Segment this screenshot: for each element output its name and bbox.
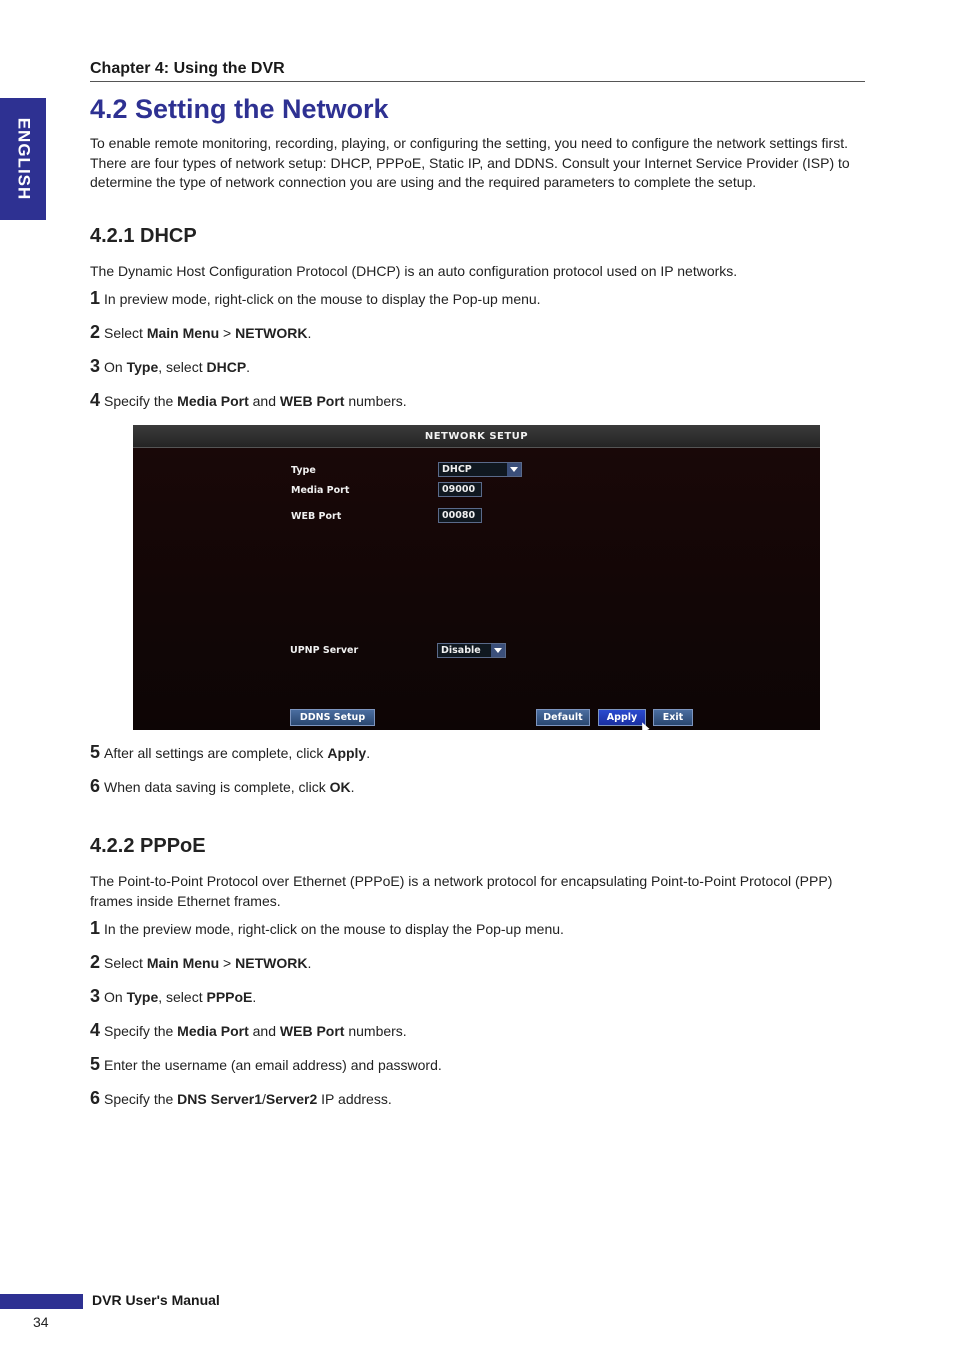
step-number: 5 [90, 742, 101, 762]
dhcp-description: The Dynamic Host Configuration Protocol (DHCP) is an auto configuration protocol used on IP networks. [90, 263, 738, 279]
step-bold: Media Port [177, 1023, 249, 1039]
step-number: 4 [90, 390, 101, 410]
pppoe-step-3 [90, 986, 256, 1007]
step-number: 1 [90, 288, 101, 308]
default-button[interactable]: Default [536, 709, 590, 726]
type-select[interactable] [438, 462, 522, 477]
step-text: > [219, 955, 236, 971]
pppoe-step-5 [90, 1054, 442, 1075]
pppoe-step-6 [90, 1088, 392, 1109]
upnp-server-value: Disable [441, 645, 481, 656]
step-text: numbers. [344, 393, 407, 409]
footer-title: DVR User's Manual [92, 1292, 220, 1308]
footer-accent-bar [0, 1294, 83, 1309]
chapter-header: Chapter 4: Using the DVR [90, 60, 865, 82]
step-bold: Apply [327, 745, 367, 761]
step-text: Select [104, 325, 147, 341]
dvr-window-title: NETWORK SETUP [133, 425, 820, 448]
step-text: Select [104, 955, 147, 971]
step-text: Specify the [104, 393, 178, 409]
chevron-down-icon [507, 463, 521, 476]
step-bold: NETWORK [235, 325, 308, 341]
step-text: After all settings are complete, click [104, 745, 328, 761]
chevron-down-icon [491, 644, 505, 657]
step-text: Specify the [104, 1023, 178, 1039]
step-text: , select [158, 989, 207, 1005]
step-bold: Main Menu [146, 325, 220, 341]
step-text: In preview mode, right-click on the mouse to display the Pop-up menu. [104, 291, 541, 307]
pppoe-heading: 4.2.2 PPPoE [90, 835, 206, 857]
language-tab-label: ENGLISH [14, 117, 33, 201]
step-bold: Type [126, 989, 159, 1005]
step-bold: Type [126, 359, 159, 375]
step-text: and [248, 1023, 280, 1039]
step-number: 6 [90, 1088, 101, 1108]
step-bold: OK [329, 779, 351, 795]
step-bold: Server2 [265, 1091, 318, 1107]
step-text: On [104, 359, 127, 375]
network-setup-screenshot [133, 425, 820, 730]
step-number: 3 [90, 986, 101, 1006]
dhcp-step-4 [90, 390, 407, 411]
step-number: 4 [90, 1020, 101, 1040]
step-number: 2 [90, 322, 101, 342]
language-tab [0, 98, 46, 220]
step-number: 1 [90, 918, 101, 938]
step-text: On [104, 989, 127, 1005]
page-number: 34 [33, 1314, 49, 1330]
step-bold: PPPoE [206, 989, 253, 1005]
step-bold: Media Port [177, 393, 249, 409]
step-text: . [307, 325, 312, 341]
dhcp-step-2 [90, 322, 311, 343]
media-port-label: Media Port [291, 485, 350, 496]
exit-button[interactable]: Exit [653, 709, 693, 726]
step-text: Specify the [104, 1091, 178, 1107]
dhcp-step-5 [90, 742, 370, 763]
step-text: In the preview mode, right-click on the mouse to display the Pop-up menu. [104, 921, 564, 937]
intro-paragraph: To enable remote monitoring, recording, playing, or configuring the setting, you need to configure the network settings first. There are four types of network setup: DHCP, PPPoE, Static IP, and DDNS. Consult your Internet Service Provider (ISP) to determine the type of network connection you are using and the required parameters to complete the setup. [90, 135, 850, 190]
step-bold: WEB Port [279, 393, 345, 409]
dhcp-step-1 [90, 288, 541, 309]
pppoe-step-2 [90, 952, 311, 973]
step-text: IP address. [317, 1091, 392, 1107]
step-text: Enter the username (an email address) and password. [104, 1057, 442, 1073]
step-bold: DNS Server1 [177, 1091, 262, 1107]
step-text: . [246, 359, 251, 375]
type-select-value: DHCP [442, 464, 472, 475]
web-port-input[interactable]: 00080 [438, 508, 482, 523]
step-text: . [350, 779, 355, 795]
step-bold: NETWORK [235, 955, 308, 971]
step-text: numbers. [344, 1023, 407, 1039]
pppoe-step-1 [90, 918, 564, 939]
step-text: > [219, 325, 236, 341]
pppoe-step-4 [90, 1020, 407, 1041]
step-text: . [252, 989, 257, 1005]
step-text: , select [158, 359, 207, 375]
upnp-server-label: UPNP Server [290, 645, 359, 656]
mouse-cursor-icon [638, 721, 649, 730]
web-port-label: WEB Port [291, 511, 342, 522]
upnp-server-select[interactable] [437, 643, 506, 658]
dhcp-step-6 [90, 776, 355, 797]
dhcp-heading: 4.2.1 DHCP [90, 225, 197, 247]
apply-button[interactable]: Apply [598, 709, 646, 726]
step-bold: WEB Port [279, 1023, 345, 1039]
step-bold: Main Menu [146, 955, 220, 971]
step-number: 5 [90, 1054, 101, 1074]
section-title: 4.2 Setting the Network [90, 94, 389, 124]
step-bold: DHCP [206, 359, 247, 375]
ddns-setup-button[interactable]: DDNS Setup [290, 709, 375, 726]
type-label: Type [291, 465, 316, 476]
step-number: 3 [90, 356, 101, 376]
step-text: . [307, 955, 312, 971]
step-text: When data saving is complete, click [104, 779, 330, 795]
step-text: . [366, 745, 371, 761]
step-text: / [262, 1091, 266, 1107]
step-text: and [248, 393, 280, 409]
media-port-input[interactable]: 09000 [438, 482, 482, 497]
pppoe-description: The Point-to-Point Protocol over Ethernet (PPPoE) is a network protocol for encapsulating Point-to-Point Protocol (PPP) frames inside Ethernet frames. [90, 873, 833, 909]
dhcp-step-3 [90, 356, 250, 377]
step-number: 2 [90, 952, 101, 972]
step-number: 6 [90, 776, 101, 796]
